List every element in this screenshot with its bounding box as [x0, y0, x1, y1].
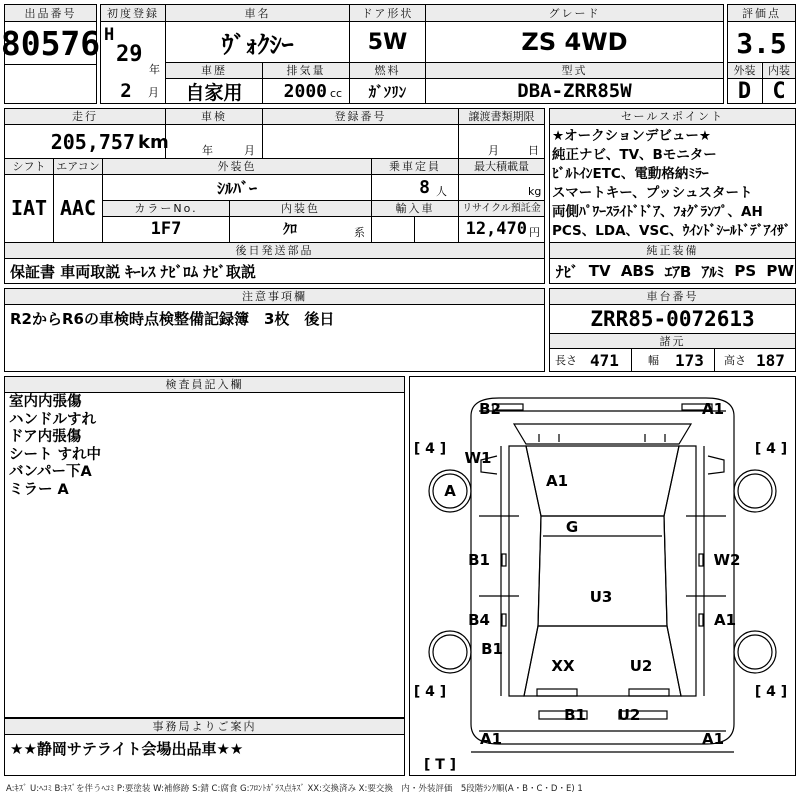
tire-front-left: [ 4 ] [413, 441, 447, 457]
sales-point-line: 両側ﾊﾟﾜｰｽﾗｲﾄﾞﾄﾞｱ、ﾌｫｸﾞﾗﾝﾌﾟ、AH [552, 204, 763, 220]
recycle-unit: 円 [529, 226, 540, 239]
chassis-label: 車台番号 [550, 289, 795, 304]
equipment-item: ABS [620, 262, 655, 280]
equipment-item: PW [766, 262, 794, 280]
sales-point-line: ﾋﾞﾙﾄｲﾝETC、電動格納ﾐﾗｰ [552, 166, 709, 182]
era: H [104, 25, 115, 45]
damage-mark: A [444, 482, 456, 500]
equipment-item: PS [734, 262, 757, 280]
max-load-label: 最大積載量 [459, 159, 544, 174]
mileage-label: 走行 [5, 109, 165, 124]
equipment-item: ｱﾙﾐ [701, 262, 725, 281]
month-unit: 月 [148, 86, 159, 99]
model-value: DBA-ZRR85W [517, 80, 632, 102]
color-no-label: カラーNo. [103, 201, 229, 216]
damage-mark: A1 [701, 400, 725, 418]
tire-rear-left: [ 4 ] [413, 684, 447, 700]
inspector-line: 室内内張傷 [9, 394, 82, 410]
ext-score-label: 外装 [728, 63, 761, 78]
lot-number-value: 80576 [0, 23, 101, 63]
inspector-line: ハンドルすれ [9, 411, 96, 428]
fuel-value: ｶﾞｿﾘﾝ [368, 82, 407, 101]
car-body-outline [471, 398, 737, 744]
tire-rear-right: [ 4 ] [754, 684, 788, 700]
shift-value: IAT [10, 196, 48, 220]
grade-label: グレード [426, 5, 723, 21]
damage-mark: B4 [468, 611, 490, 629]
displacement-unit: cc [330, 86, 343, 100]
fuel-label: 燃料 [350, 63, 425, 78]
lot-number-label: 出品番号 [5, 5, 96, 21]
reg-no-value [263, 126, 458, 158]
damage-mark: U2 [617, 706, 641, 724]
office-value: ★★静岡サテライト会場出品車★★ [10, 739, 244, 758]
max-load-value [459, 175, 525, 200]
width-value: 173 [675, 350, 704, 370]
model-label: 型式 [426, 63, 723, 78]
car-name: ｳﾞｫｸｼｰ [221, 30, 294, 59]
sales-points-list [552, 127, 794, 241]
displacement-label: 排気量 [263, 63, 349, 78]
sales-point-line: ★オークションデビュー★ [552, 128, 711, 144]
inspection-label: 車検 [166, 109, 262, 124]
inspector-line: ミラー A [9, 481, 69, 498]
later-parts-value: 保証書 車両取説 ｷｰﾚｽ ﾅﾋﾞﾛﾑ ﾅﾋﾞ取説 [10, 262, 256, 281]
first-reg-month: 2 [120, 80, 132, 102]
ext-color-label: 外装色 [103, 159, 371, 174]
transfer-day-unit: 日 [528, 143, 539, 157]
length-label: 長さ [555, 354, 577, 367]
car-name-label: 車名 [166, 5, 349, 21]
shift-label: シフト [5, 159, 53, 174]
height-value: 187 [756, 350, 785, 370]
damage-mark: B1 [564, 706, 586, 724]
history-label: 車歴 [166, 63, 262, 78]
equipment-label: 純正装備 [550, 243, 795, 258]
damage-mark: A1 [545, 472, 569, 490]
inspector-label: 検査員記入欄 [5, 377, 404, 392]
color-no-value: 1F7 [150, 219, 182, 239]
inspector-notes [9, 394, 399, 499]
int-color-unit: 系 [354, 226, 365, 239]
displacement-value: 2000 [283, 80, 327, 102]
sales-point-line: スマートキー、プッシュスタート [552, 185, 753, 201]
damage-mark: U2 [629, 657, 653, 675]
score-value: 3.5 [736, 26, 787, 60]
equipment-item: ｴｱB [664, 262, 692, 281]
damage-mark: A1 [701, 730, 725, 748]
damage-mark: B2 [479, 400, 501, 418]
recycle-label: リサイクル預託金 [459, 201, 544, 216]
chassis-number: ZRR85-0072613 [590, 307, 755, 331]
damage-mark: U3 [589, 588, 613, 606]
inspector-line: シート すれ中 [9, 446, 102, 463]
notes-value: R2からR6の車検時点検整備記録簿 3枚 後日 [10, 309, 335, 328]
office-label: 事務局よりご案内 [5, 719, 404, 734]
sales-points-label: セールスポイント [550, 109, 795, 124]
equipment-item: ﾅﾋﾞ [556, 262, 579, 281]
damage-mark: W1 [464, 449, 492, 467]
damage-mark: B1 [481, 640, 503, 658]
door-label: ドア形状 [350, 5, 425, 21]
spare-tire: [ T ] [423, 757, 457, 773]
mileage-value: 205,757 [50, 130, 135, 154]
int-color-value: ｸﾛ [283, 222, 297, 238]
int-score-label: 内装 [763, 63, 795, 78]
damage-mark: B1 [468, 551, 490, 569]
import-label: 輸入車 [372, 201, 458, 216]
inspection-month-unit: 月 [244, 143, 255, 157]
sales-point-line: 純正ナビ、TV、Bモニター [552, 147, 717, 163]
damage-mark: W2 [713, 551, 741, 569]
tire-front-right: [ 4 ] [754, 441, 788, 457]
equipment-list [556, 259, 794, 283]
aircon-value: AAC [59, 196, 97, 220]
notes-label: 注意事項欄 [5, 289, 544, 304]
door-type: 5W [367, 29, 408, 55]
grade-value: ZS 4WD [521, 28, 628, 56]
inspector-line: ドア内張傷 [9, 429, 82, 445]
legend: A:ｷｽﾞ U:ﾍｺﾐ B:ｷｽﾞを伴うﾍｺﾐ P:要塗装 W:補修跡 S:錆 C:腐食 G:ﾌﾛﾝﾄｶﾞﾗｽ点ｷｽﾞ XX:交換済み X:要交換 内・外装評価 5段階ﾗﾝｸ順(A・B・C・D・E) 1 [6, 784, 583, 794]
year-unit: 年 [149, 63, 160, 76]
capacity-unit: 人 [436, 185, 447, 198]
mileage-unit: km [138, 131, 169, 153]
damage-mark: G [565, 518, 579, 536]
sales-point-line: PCS、LDA、VSC、ｳｲﾝﾄﾞｼｰﾙﾄﾞﾃﾞｱｲｻﾞ [552, 223, 791, 239]
specs-label: 諸元 [550, 334, 795, 348]
later-parts-label: 後日発送部品 [5, 243, 544, 258]
ext-score: D [737, 78, 752, 104]
capacity-label: 乗車定員 [372, 159, 458, 174]
transfer-month-unit: 月 [488, 143, 499, 157]
max-load-unit: kg [528, 184, 542, 198]
import-value [372, 217, 458, 241]
width-label: 幅 [648, 354, 659, 367]
damage-mark: A1 [713, 611, 737, 629]
damage-mark: A1 [479, 730, 503, 748]
int-score: C [772, 78, 786, 104]
ext-color-value: ｼﾙﾊﾞｰ [216, 179, 257, 198]
recycle-value: 12,470 [465, 219, 527, 239]
damage-mark: XX [551, 657, 575, 675]
aircon-label: エアコン [54, 159, 102, 174]
first-reg-label: 初度登録 [101, 5, 165, 21]
score-label: 評価点 [728, 5, 795, 21]
transfer-label: 譲渡書類期限 [459, 109, 544, 124]
reg-no-label: 登録番号 [263, 109, 458, 124]
first-reg-year: 29 [116, 41, 143, 67]
int-color-label: 内装色 [230, 201, 371, 216]
car-diagram-svg [409, 376, 796, 776]
height-label: 高さ [724, 354, 746, 367]
inspector-line: バンパー下A [9, 464, 92, 480]
history-value: 自家用 [185, 81, 243, 104]
equipment-item: TV [588, 262, 611, 280]
inspection-year-unit: 年 [202, 143, 213, 157]
capacity-value: 8 [419, 177, 430, 198]
length-value: 471 [590, 350, 619, 370]
